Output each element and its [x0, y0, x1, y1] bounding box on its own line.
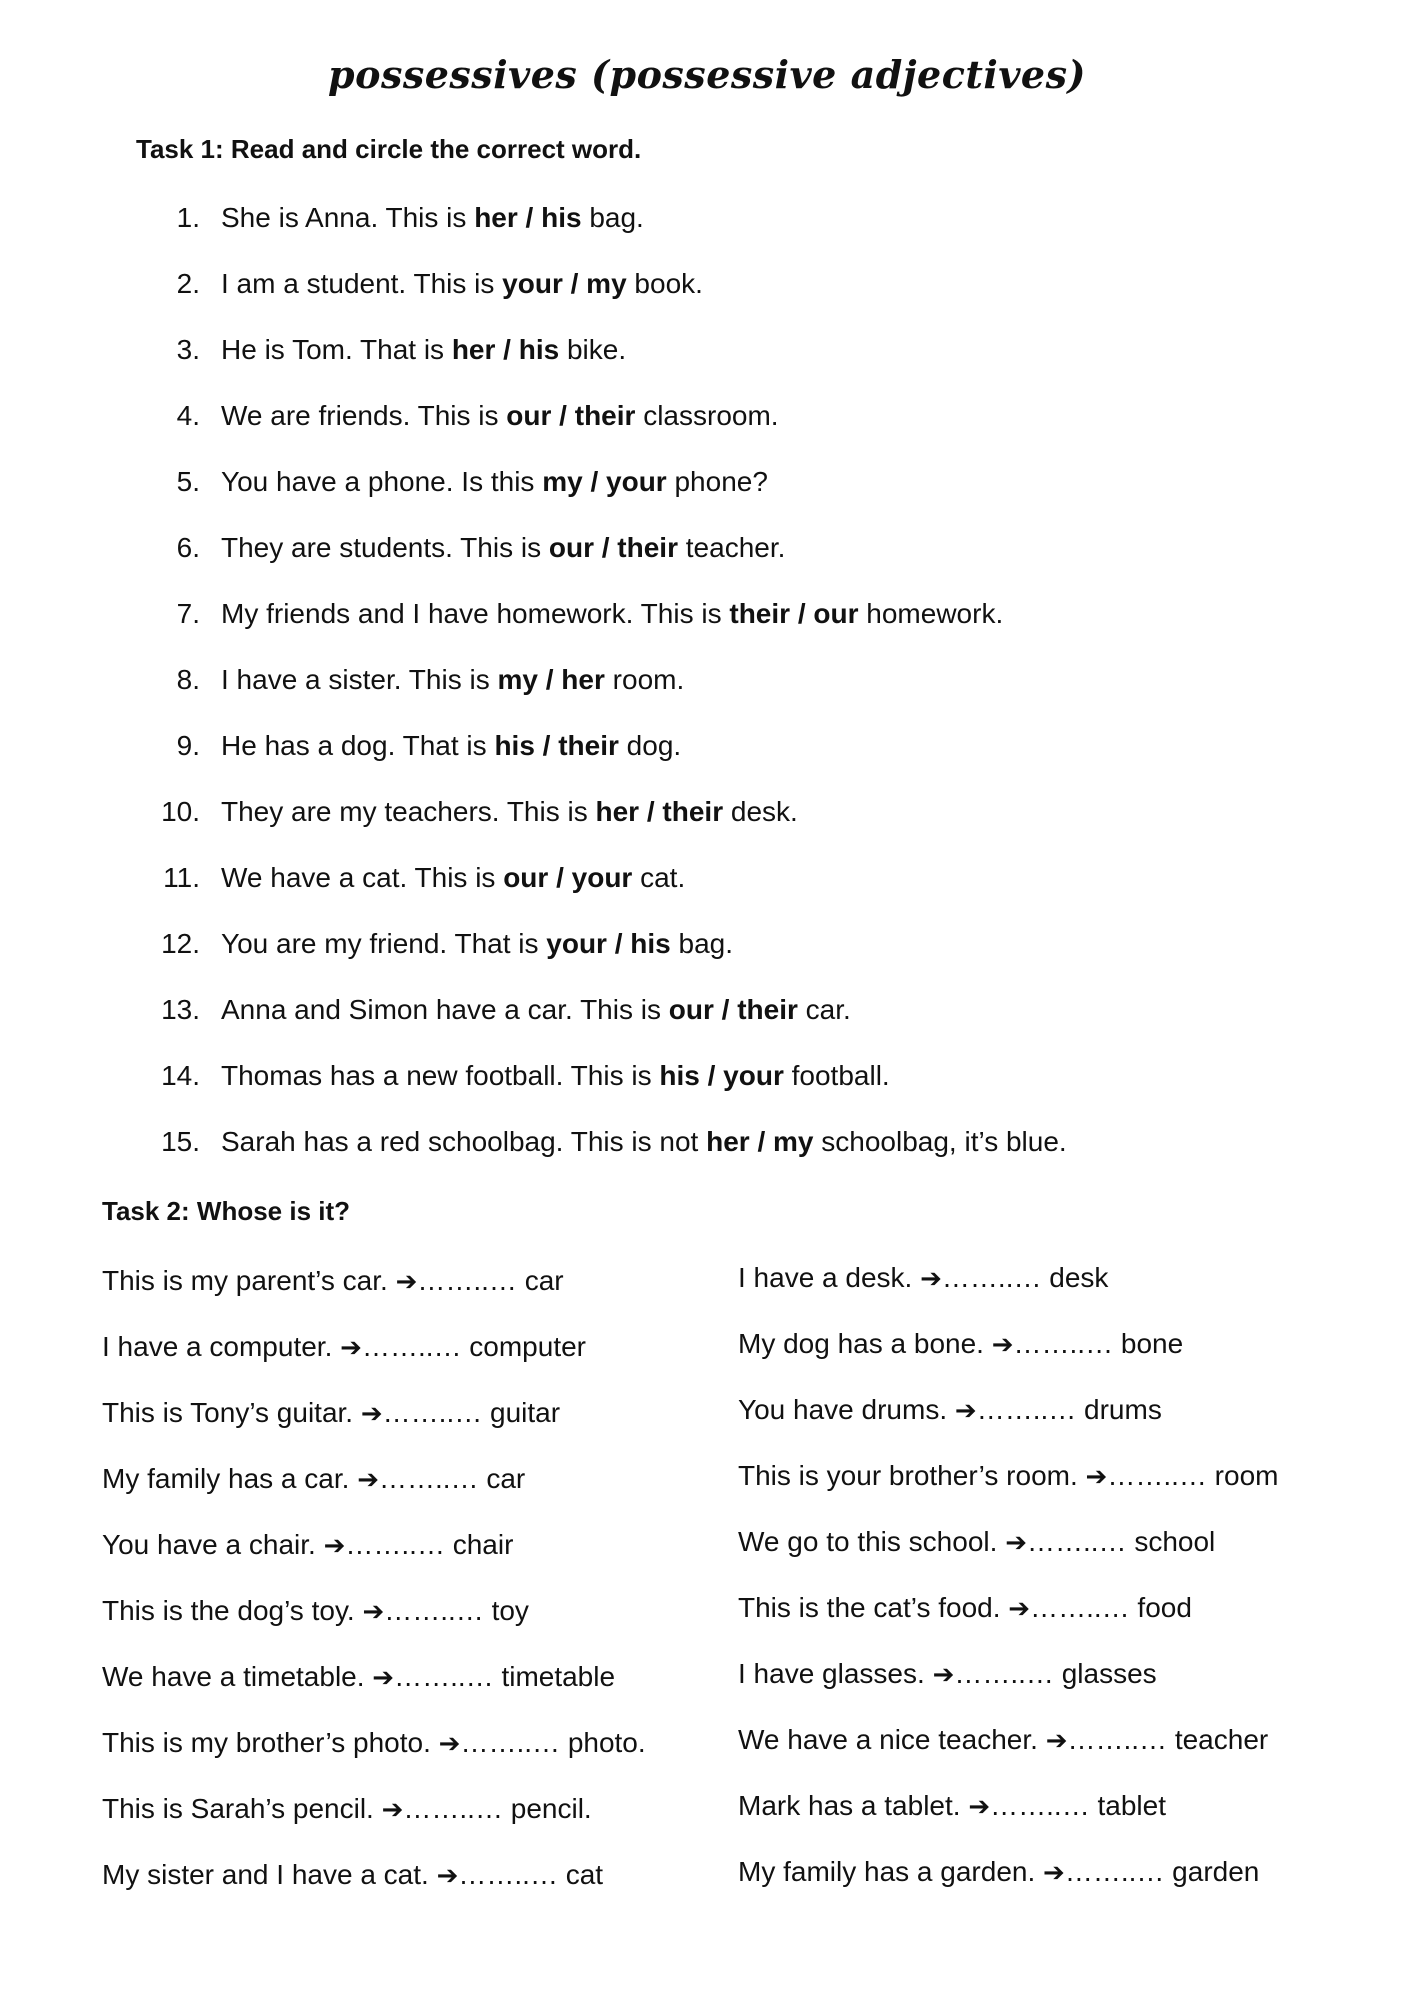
task1-item-number: 15. — [161, 1126, 200, 1157]
task2-row — [738, 1327, 1183, 1362]
arrow-right-icon: ➔ — [395, 1267, 418, 1297]
task1-item-options[interactable]: your / my — [502, 268, 627, 299]
task1-item-sentence: You are my friend. That is — [221, 928, 547, 959]
task2-noun: timetable — [501, 1661, 616, 1692]
arrow-right-icon: ➔ — [932, 1660, 955, 1690]
task1-item-number: 14. — [161, 1060, 200, 1091]
task2-noun: cat — [565, 1859, 604, 1890]
arrow-right-icon: ➔ — [357, 1465, 379, 1495]
task2-noun: chair — [452, 1529, 514, 1560]
answer-blank[interactable]: ……..… — [941, 1262, 1042, 1293]
task1-item-text — [221, 861, 685, 895]
task1-item-options[interactable]: her / his — [474, 202, 582, 233]
task2-noun: teacher — [1174, 1724, 1269, 1755]
task2-prompt: We have a timetable. — [102, 1661, 365, 1692]
task2-row — [102, 1858, 603, 1893]
task2-prompt: This is Sarah’s pencil. — [102, 1793, 374, 1824]
task2-noun: glasses — [1061, 1658, 1157, 1689]
task1-item-sentence-end: bag. — [581, 202, 644, 233]
task1-item-text — [221, 729, 681, 763]
answer-blank[interactable]: ……..… — [1013, 1328, 1114, 1359]
task2-prompt: This is the cat’s food. — [738, 1592, 1001, 1623]
answer-blank[interactable]: ……..… — [394, 1661, 494, 1692]
answer-blank[interactable]: ……..… — [460, 1727, 561, 1758]
task2-noun: toy — [491, 1595, 529, 1626]
task1-item-text — [221, 993, 851, 1027]
task1-item-sentence-end: room. — [604, 664, 685, 695]
answer-blank[interactable]: ……..… — [1026, 1526, 1127, 1557]
task1-item-sentence-end: car. — [797, 994, 851, 1025]
task1-item-sentence: You have a phone. Is this — [221, 466, 543, 497]
task1-item-number: 7. — [176, 598, 200, 629]
task1-item-text — [221, 201, 644, 235]
task1-item-sentence: We are friends. This is — [221, 400, 507, 431]
arrow-right-icon: ➔ — [360, 1399, 383, 1429]
task1-item-text — [221, 399, 779, 433]
task2-noun: desk — [1049, 1262, 1109, 1293]
task2-noun: drums — [1084, 1394, 1162, 1425]
task2-prompt: This is Tony’s guitar. — [102, 1397, 354, 1428]
task2-prompt: I have a computer. — [102, 1331, 333, 1362]
task1-item-number: 1. — [176, 202, 200, 233]
task2-heading: Task 2: Whose is it? — [102, 1196, 351, 1226]
task1-item-number: 2. — [176, 268, 200, 299]
task2-row — [102, 1594, 529, 1629]
task1-item-sentence: Anna and Simon have a car. This is — [221, 994, 669, 1025]
task2-row — [738, 1657, 1157, 1692]
task1-item-sentence-end: dog. — [618, 730, 682, 761]
answer-blank[interactable]: ……..… — [378, 1463, 479, 1494]
task1-item-text — [221, 927, 733, 961]
task1-item-text — [221, 1059, 890, 1093]
task2-row — [102, 1264, 564, 1299]
task2-prompt: You have drums. — [738, 1394, 948, 1425]
task2-row — [102, 1726, 646, 1761]
arrow-right-icon: ➔ — [1008, 1594, 1031, 1624]
task1-heading: Task 1: Read and circle the correct word. — [136, 134, 642, 164]
task2-prompt: I have glasses. — [738, 1658, 925, 1689]
task1-item-options[interactable]: her / his — [451, 334, 560, 365]
task1-item-sentence-end: homework. — [858, 598, 1004, 629]
task2-prompt: This is my brother’s photo. — [102, 1727, 431, 1758]
task1-item-text — [221, 795, 798, 829]
task1-item-options[interactable]: your / his — [546, 928, 671, 959]
task2-prompt: My sister and I have a cat. — [102, 1859, 429, 1890]
task1-item-number: 5. — [176, 466, 200, 497]
task2-prompt: I have a desk. — [738, 1262, 913, 1293]
task2-row — [738, 1525, 1215, 1560]
task1-item-number: 13. — [161, 994, 200, 1025]
arrow-right-icon: ➔ — [381, 1795, 404, 1825]
task1-item-number: 12. — [161, 928, 200, 959]
arrow-right-icon: ➔ — [436, 1861, 459, 1891]
task1-item-options[interactable]: our / their — [506, 400, 636, 431]
task2-prompt: Mark has a tablet. — [738, 1790, 961, 1821]
task2-noun: car — [524, 1265, 564, 1296]
task1-item-text — [221, 663, 684, 697]
task1-item-sentence-end: classroom. — [635, 400, 779, 431]
task1-item-number: 6. — [176, 532, 200, 563]
answer-blank[interactable]: ……..… — [417, 1265, 517, 1296]
answer-blank[interactable]: ……..… — [1067, 1724, 1168, 1755]
arrow-right-icon: ➔ — [323, 1531, 346, 1561]
task2-row — [738, 1789, 1166, 1824]
task2-row — [102, 1462, 525, 1497]
task1-item-options[interactable]: her / my — [706, 1126, 814, 1157]
task2-noun: bone — [1120, 1328, 1184, 1359]
arrow-right-icon: ➔ — [991, 1330, 1014, 1360]
arrow-right-icon: ➔ — [920, 1264, 942, 1294]
task1-item-text — [221, 333, 626, 367]
task2-noun: pencil. — [510, 1793, 592, 1824]
task1-item-sentence: She is Anna. This is — [221, 202, 475, 233]
task1-item-options[interactable]: my / her — [497, 664, 605, 695]
task2-prompt: We have a nice teacher. — [738, 1724, 1038, 1755]
arrow-right-icon: ➔ — [968, 1792, 991, 1822]
arrow-right-icon: ➔ — [1043, 1858, 1065, 1888]
task1-item-text — [221, 1125, 1067, 1159]
task1-item-sentence-end: phone? — [666, 466, 768, 497]
task2-prompt: My family has a garden. — [738, 1856, 1036, 1887]
task1-item-number: 10. — [161, 796, 200, 827]
task1-item-sentence-end: cat. — [632, 862, 686, 893]
arrow-right-icon: ➔ — [438, 1729, 461, 1759]
task2-row — [102, 1660, 615, 1695]
answer-blank[interactable]: ……..… — [990, 1790, 1090, 1821]
task1-item-number: 8. — [176, 664, 200, 695]
task2-noun: guitar — [490, 1397, 561, 1428]
task2-prompt: This is my parent’s car. — [102, 1265, 388, 1296]
task1-item-sentence: We have a cat. This is — [221, 862, 504, 893]
task1-item-options[interactable]: our / their — [668, 994, 798, 1025]
task1-item-number: 11. — [163, 862, 200, 893]
arrow-right-icon: ➔ — [362, 1597, 385, 1627]
task1-item-number: 3. — [176, 334, 200, 365]
task1-item-text — [221, 465, 768, 499]
task1-item-text — [221, 267, 703, 301]
task1-item-sentence: They are my teachers. This is — [221, 796, 596, 827]
task1-item-sentence-end: schoolbag, it’s blue. — [813, 1126, 1067, 1157]
arrow-right-icon: ➔ — [954, 1396, 977, 1426]
task2-row — [102, 1792, 592, 1827]
task1-item-sentence: Thomas has a new football. This is — [221, 1060, 660, 1091]
task1-item-sentence: They are students. This is — [221, 532, 549, 563]
task2-noun: food — [1137, 1592, 1192, 1623]
task1-item-options[interactable]: my / your — [542, 466, 667, 497]
task2-prompt: My family has a car. — [102, 1463, 350, 1494]
task2-prompt: You have a chair. — [102, 1529, 316, 1560]
arrow-right-icon: ➔ — [340, 1333, 362, 1363]
answer-blank[interactable]: ……..… — [382, 1397, 483, 1428]
answer-blank[interactable]: ……..… — [403, 1793, 503, 1824]
arrow-right-icon: ➔ — [1045, 1726, 1068, 1756]
answer-blank[interactable]: ……..… — [1030, 1592, 1130, 1623]
task2-row — [738, 1261, 1108, 1296]
answer-blank[interactable]: ……..… — [954, 1658, 1054, 1689]
task2-prompt: This is your brother’s room. — [738, 1460, 1078, 1491]
task1-item-sentence-end: book. — [626, 268, 703, 299]
task1-item-sentence-end: bike. — [559, 334, 627, 365]
answer-blank[interactable]: ……..… — [345, 1529, 445, 1560]
task1-item-number: 4. — [176, 400, 200, 431]
task1-item-options[interactable]: our / their — [548, 532, 678, 563]
answer-blank[interactable]: ……..… — [361, 1331, 462, 1362]
answer-blank[interactable]: ……..… — [384, 1595, 484, 1626]
page-title: possessives (possessive adjectives) — [328, 52, 1086, 97]
arrow-right-icon: ➔ — [1085, 1462, 1108, 1492]
task2-noun: photo. — [567, 1727, 646, 1758]
task1-item-sentence-end: teacher. — [677, 532, 786, 563]
answer-blank[interactable]: ……..… — [1107, 1460, 1207, 1491]
answer-blank[interactable]: ……..… — [976, 1394, 1077, 1425]
task2-noun: car — [486, 1463, 526, 1494]
task1-item-options[interactable]: their / our — [729, 598, 859, 629]
task2-noun: tablet — [1097, 1790, 1166, 1821]
task1-item-options[interactable]: his / their — [494, 730, 619, 761]
task1-item-sentence: My friends and I have homework. This is — [221, 598, 730, 629]
task2-prompt: We go to this school. — [738, 1526, 998, 1557]
task2-noun: school — [1134, 1526, 1216, 1557]
arrow-right-icon: ➔ — [372, 1663, 395, 1693]
task2-row — [102, 1528, 513, 1563]
task2-prompt: My dog has a bone. — [738, 1328, 984, 1359]
task1-item-sentence: Sarah has a red schoolbag. This is not — [221, 1126, 707, 1157]
task2-row — [738, 1393, 1162, 1428]
task2-noun: room — [1214, 1460, 1279, 1491]
task2-row — [738, 1723, 1268, 1758]
task2-prompt: This is the dog’s toy. — [102, 1595, 355, 1626]
task1-item-sentence-end: football. — [783, 1060, 890, 1091]
task2-row — [102, 1396, 560, 1431]
answer-blank[interactable]: ……..… — [1064, 1856, 1165, 1887]
task2-row — [738, 1591, 1192, 1626]
task1-item-sentence: He is Tom. That is — [221, 334, 452, 365]
task2-row — [738, 1459, 1278, 1494]
task1-item-sentence: I am a student. This is — [221, 268, 503, 299]
task2-row — [102, 1330, 586, 1365]
task1-item-sentence: He has a dog. That is — [221, 730, 495, 761]
task1-item-text — [221, 531, 785, 565]
task1-item-sentence-end: bag. — [670, 928, 734, 959]
task1-item-number: 9. — [176, 730, 200, 761]
task1-item-sentence: I have a sister. This is — [221, 664, 498, 695]
task1-item-options[interactable]: our / your — [503, 862, 633, 893]
task2-noun: computer — [469, 1331, 586, 1362]
task1-item-text — [221, 597, 1003, 631]
task2-noun: garden — [1172, 1856, 1260, 1887]
task1-item-options[interactable]: his / your — [659, 1060, 784, 1091]
task1-item-options[interactable]: her / their — [595, 796, 724, 827]
task2-row — [738, 1855, 1259, 1890]
arrow-right-icon: ➔ — [1005, 1528, 1027, 1558]
answer-blank[interactable]: ……..… — [458, 1859, 558, 1890]
task1-item-sentence-end: desk. — [723, 796, 798, 827]
